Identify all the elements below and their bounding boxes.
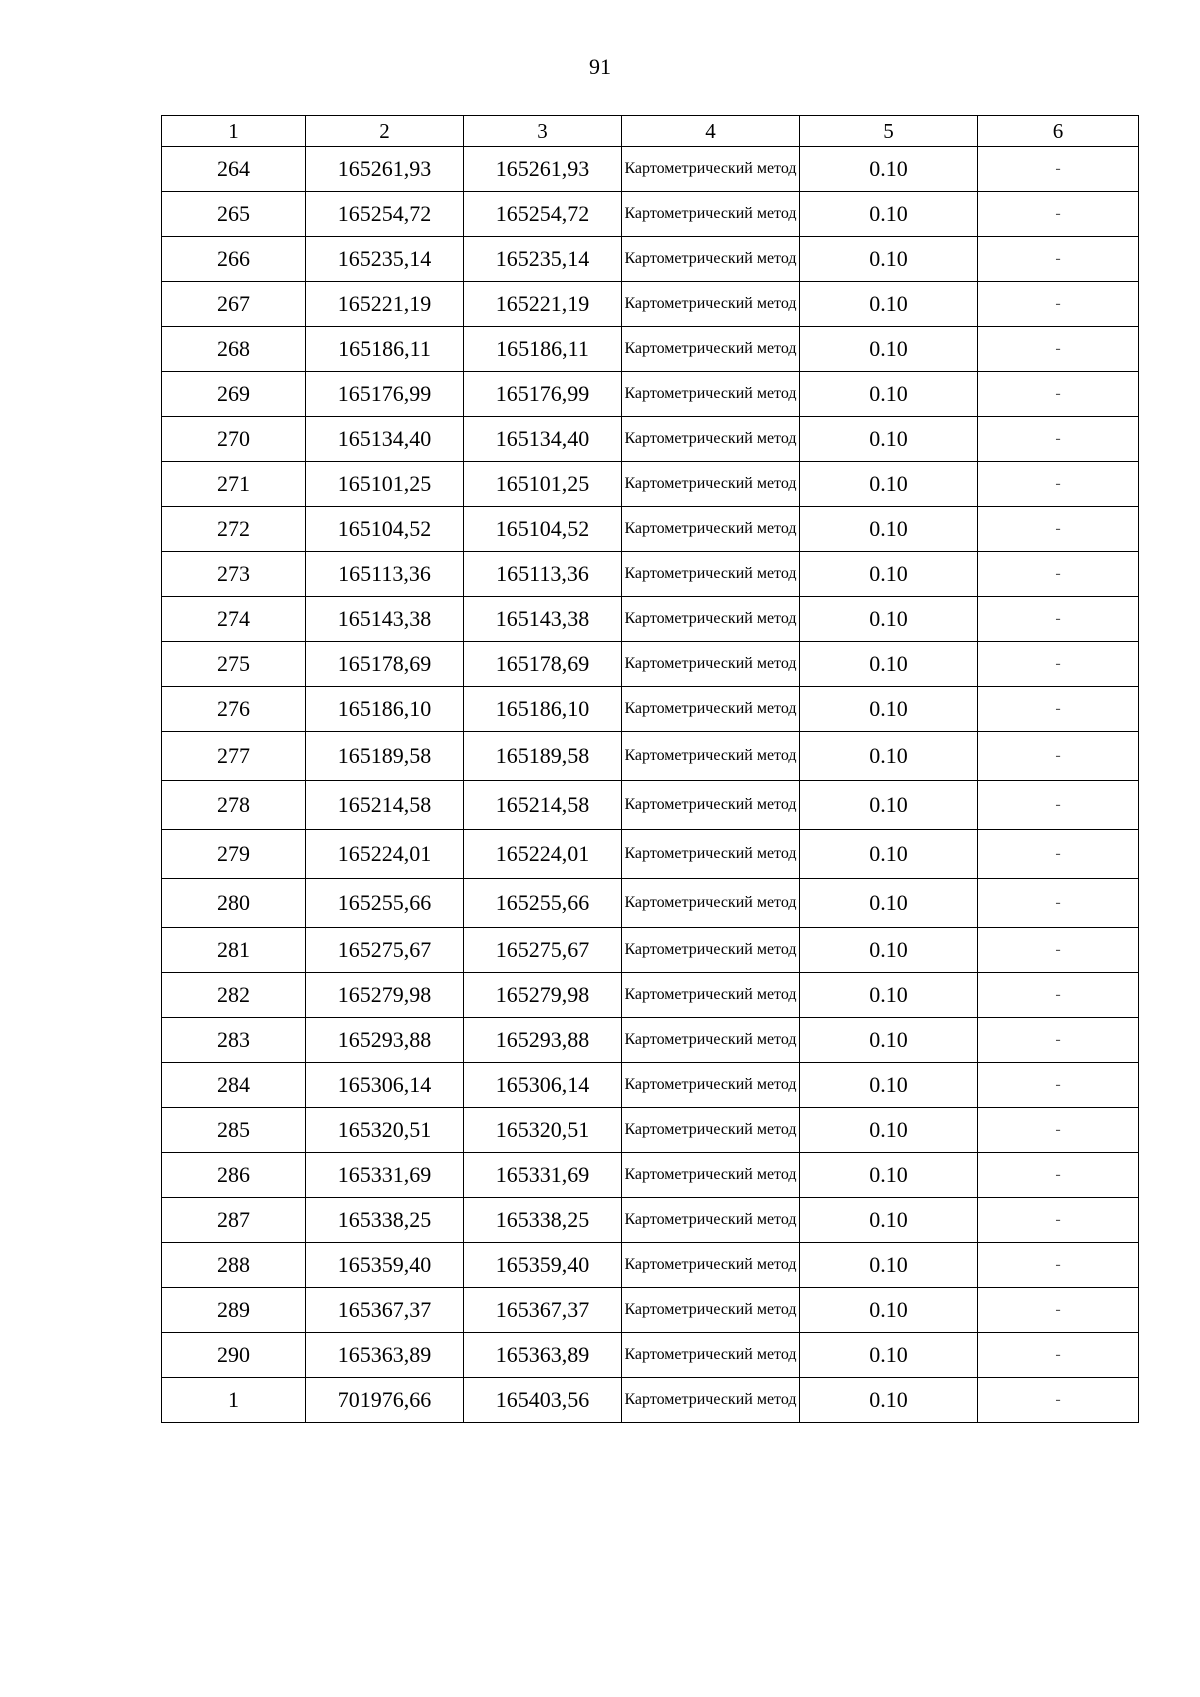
coord-y-cell: 165320,51 [464,1108,622,1153]
table-header [162,116,1139,147]
accuracy-cell: 0.10 [800,1378,978,1423]
method-cell: Картометрический метод [622,282,800,327]
table-row [162,147,1139,192]
note-cell: - [978,417,1139,462]
coord-y-cell: 165101,25 [464,462,622,507]
coord-y-cell: 165186,11 [464,327,622,372]
method-cell: Картометрический метод [622,781,800,830]
note-cell: - [978,147,1139,192]
header-row [162,116,1139,147]
method-cell: Картометрический метод [622,1153,800,1198]
note-cell: - [978,642,1139,687]
accuracy-cell: 0.10 [800,1198,978,1243]
coord-x-cell: 165254,72 [306,192,464,237]
method-cell: Картометрический метод [622,1378,800,1423]
method-cell: Картометрический метод [622,1018,800,1063]
table-row [162,1108,1139,1153]
note-cell: - [978,879,1139,928]
point-number-cell: 290 [162,1333,306,1378]
coord-x-cell: 165255,66 [306,879,464,928]
coord-y-cell: 165214,58 [464,781,622,830]
accuracy-cell: 0.10 [800,237,978,282]
point-number-cell: 276 [162,687,306,732]
table-row [162,732,1139,781]
note-cell: - [978,1198,1139,1243]
accuracy-cell: 0.10 [800,830,978,879]
note-cell: - [978,781,1139,830]
note-cell: - [978,1018,1139,1063]
method-cell: Картометрический метод [622,372,800,417]
method-cell: Картометрический метод [622,417,800,462]
coord-x-cell: 165186,10 [306,687,464,732]
note-cell: - [978,507,1139,552]
coord-x-cell: 165306,14 [306,1063,464,1108]
note-cell: - [978,1378,1139,1423]
accuracy-cell: 0.10 [800,1153,978,1198]
point-number-cell: 279 [162,830,306,879]
coord-y-cell: 165331,69 [464,1153,622,1198]
accuracy-cell: 0.10 [800,1333,978,1378]
accuracy-cell: 0.10 [800,642,978,687]
method-cell: Картометрический метод [622,830,800,879]
note-cell: - [978,372,1139,417]
table-row [162,1243,1139,1288]
accuracy-cell: 0.10 [800,1108,978,1153]
coord-x-cell: 165176,99 [306,372,464,417]
point-number-cell: 283 [162,1018,306,1063]
table-row [162,830,1139,879]
accuracy-cell: 0.10 [800,282,978,327]
coord-x-cell: 165101,25 [306,462,464,507]
accuracy-cell: 0.10 [800,879,978,928]
table-row [162,879,1139,928]
point-number-cell: 264 [162,147,306,192]
point-number-cell: 274 [162,597,306,642]
coord-y-cell: 165113,36 [464,552,622,597]
accuracy-cell: 0.10 [800,687,978,732]
accuracy-cell: 0.10 [800,507,978,552]
coord-y-cell: 165224,01 [464,830,622,879]
coordinates-table [161,115,1139,1423]
accuracy-cell: 0.10 [800,781,978,830]
accuracy-cell: 0.10 [800,1018,978,1063]
note-cell: - [978,282,1139,327]
coord-x-cell: 165113,36 [306,552,464,597]
coord-y-cell: 165104,52 [464,507,622,552]
accuracy-cell: 0.10 [800,1063,978,1108]
method-cell: Картометрический метод [622,327,800,372]
note-cell: - [978,732,1139,781]
coord-y-cell: 165221,19 [464,282,622,327]
point-number-cell: 269 [162,372,306,417]
point-number-cell: 266 [162,237,306,282]
coord-x-cell: 165338,25 [306,1198,464,1243]
point-number-cell: 272 [162,507,306,552]
table-row [162,1063,1139,1108]
coord-y-cell: 165189,58 [464,732,622,781]
coord-y-cell: 165254,72 [464,192,622,237]
coord-x-cell: 165293,88 [306,1018,464,1063]
method-cell: Картометрический метод [622,879,800,928]
table-row [162,372,1139,417]
note-cell: - [978,687,1139,732]
coord-y-cell: 165186,10 [464,687,622,732]
method-cell: Картометрический метод [622,597,800,642]
coord-y-cell: 165279,98 [464,973,622,1018]
point-number-cell: 287 [162,1198,306,1243]
coord-x-cell: 701976,66 [306,1378,464,1423]
table-row [162,973,1139,1018]
coord-x-cell: 165235,14 [306,237,464,282]
method-cell: Картометрический метод [622,928,800,973]
note-cell: - [978,973,1139,1018]
coord-x-cell: 165189,58 [306,732,464,781]
accuracy-cell: 0.10 [800,417,978,462]
column-header-5: 5 [800,116,978,147]
coord-y-cell: 165235,14 [464,237,622,282]
accuracy-cell: 0.10 [800,552,978,597]
note-cell: - [978,1153,1139,1198]
note-cell: - [978,830,1139,879]
coord-y-cell: 165403,56 [464,1378,622,1423]
method-cell: Картометрический метод [622,552,800,597]
table-row [162,327,1139,372]
coord-x-cell: 165275,67 [306,928,464,973]
accuracy-cell: 0.10 [800,1243,978,1288]
table-row [162,687,1139,732]
note-cell: - [978,552,1139,597]
coord-y-cell: 165178,69 [464,642,622,687]
coord-y-cell: 165293,88 [464,1018,622,1063]
table-row [162,642,1139,687]
accuracy-cell: 0.10 [800,147,978,192]
coord-y-cell: 165363,89 [464,1333,622,1378]
point-number-cell: 275 [162,642,306,687]
coord-y-cell: 165143,38 [464,597,622,642]
note-cell: - [978,1108,1139,1153]
coord-x-cell: 165261,93 [306,147,464,192]
table-row [162,462,1139,507]
note-cell: - [978,597,1139,642]
coord-x-cell: 165320,51 [306,1108,464,1153]
method-cell: Картометрический метод [622,1288,800,1333]
coord-x-cell: 165279,98 [306,973,464,1018]
note-cell: - [978,237,1139,282]
method-cell: Картометрический метод [622,687,800,732]
table-row [162,507,1139,552]
table-row [162,597,1139,642]
coord-x-cell: 165186,11 [306,327,464,372]
method-cell: Картометрический метод [622,1198,800,1243]
accuracy-cell: 0.10 [800,372,978,417]
point-number-cell: 281 [162,928,306,973]
table-row [162,237,1139,282]
coord-x-cell: 165221,19 [306,282,464,327]
point-number-cell: 278 [162,781,306,830]
point-number-cell: 265 [162,192,306,237]
method-cell: Картометрический метод [622,237,800,282]
column-header-2: 2 [306,116,464,147]
note-cell: - [978,1288,1139,1333]
coord-x-cell: 165178,69 [306,642,464,687]
point-number-cell: 268 [162,327,306,372]
method-cell: Картометрический метод [622,1243,800,1288]
coord-y-cell: 165275,67 [464,928,622,973]
method-cell: Картометрический метод [622,1108,800,1153]
note-cell: - [978,192,1139,237]
method-cell: Картометрический метод [622,147,800,192]
point-number-cell: 288 [162,1243,306,1288]
coord-x-cell: 165359,40 [306,1243,464,1288]
method-cell: Картометрический метод [622,192,800,237]
accuracy-cell: 0.10 [800,597,978,642]
column-header-1: 1 [162,116,306,147]
accuracy-cell: 0.10 [800,928,978,973]
point-number-cell: 284 [162,1063,306,1108]
table-row [162,1378,1139,1423]
note-cell: - [978,1243,1139,1288]
note-cell: - [978,462,1139,507]
point-number-cell: 271 [162,462,306,507]
coord-x-cell: 165214,58 [306,781,464,830]
coord-x-cell: 165104,52 [306,507,464,552]
accuracy-cell: 0.10 [800,973,978,1018]
table-row [162,1018,1139,1063]
note-cell: - [978,1063,1139,1108]
method-cell: Картометрический метод [622,973,800,1018]
page-number: 91 [589,54,611,79]
method-cell: Картометрический метод [622,462,800,507]
table-row [162,417,1139,462]
method-cell: Картометрический метод [622,1063,800,1108]
method-cell: Картометрический метод [622,507,800,552]
coord-x-cell: 165331,69 [306,1153,464,1198]
point-number-cell: 277 [162,732,306,781]
note-cell: - [978,1333,1139,1378]
coord-y-cell: 165261,93 [464,147,622,192]
coord-x-cell: 165134,40 [306,417,464,462]
coord-y-cell: 165306,14 [464,1063,622,1108]
point-number-cell: 289 [162,1288,306,1333]
note-cell: - [978,327,1139,372]
table-body [162,147,1139,1423]
accuracy-cell: 0.10 [800,462,978,507]
coord-y-cell: 165359,40 [464,1243,622,1288]
coord-x-cell: 165224,01 [306,830,464,879]
accuracy-cell: 0.10 [800,732,978,781]
table-row [162,282,1139,327]
point-number-cell: 280 [162,879,306,928]
table-row [162,192,1139,237]
coord-y-cell: 165134,40 [464,417,622,462]
coord-x-cell: 165367,37 [306,1288,464,1333]
method-cell: Картометрический метод [622,1333,800,1378]
method-cell: Картометрический метод [622,642,800,687]
point-number-cell: 1 [162,1378,306,1423]
coord-y-cell: 165176,99 [464,372,622,417]
point-number-cell: 273 [162,552,306,597]
table-row [162,1198,1139,1243]
table-row [162,928,1139,973]
table-row [162,552,1139,597]
table-row [162,781,1139,830]
coord-x-cell: 165143,38 [306,597,464,642]
method-cell: Картометрический метод [622,732,800,781]
point-number-cell: 286 [162,1153,306,1198]
table-row [162,1333,1139,1378]
table-row [162,1288,1139,1333]
table-row [162,1153,1139,1198]
coord-y-cell: 165367,37 [464,1288,622,1333]
point-number-cell: 267 [162,282,306,327]
column-header-4: 4 [622,116,800,147]
column-header-6: 6 [978,116,1139,147]
point-number-cell: 282 [162,973,306,1018]
coord-y-cell: 165338,25 [464,1198,622,1243]
point-number-cell: 270 [162,417,306,462]
accuracy-cell: 0.10 [800,1288,978,1333]
point-number-cell: 285 [162,1108,306,1153]
column-header-3: 3 [464,116,622,147]
accuracy-cell: 0.10 [800,327,978,372]
accuracy-cell: 0.10 [800,192,978,237]
note-cell: - [978,928,1139,973]
coord-x-cell: 165363,89 [306,1333,464,1378]
coord-y-cell: 165255,66 [464,879,622,928]
